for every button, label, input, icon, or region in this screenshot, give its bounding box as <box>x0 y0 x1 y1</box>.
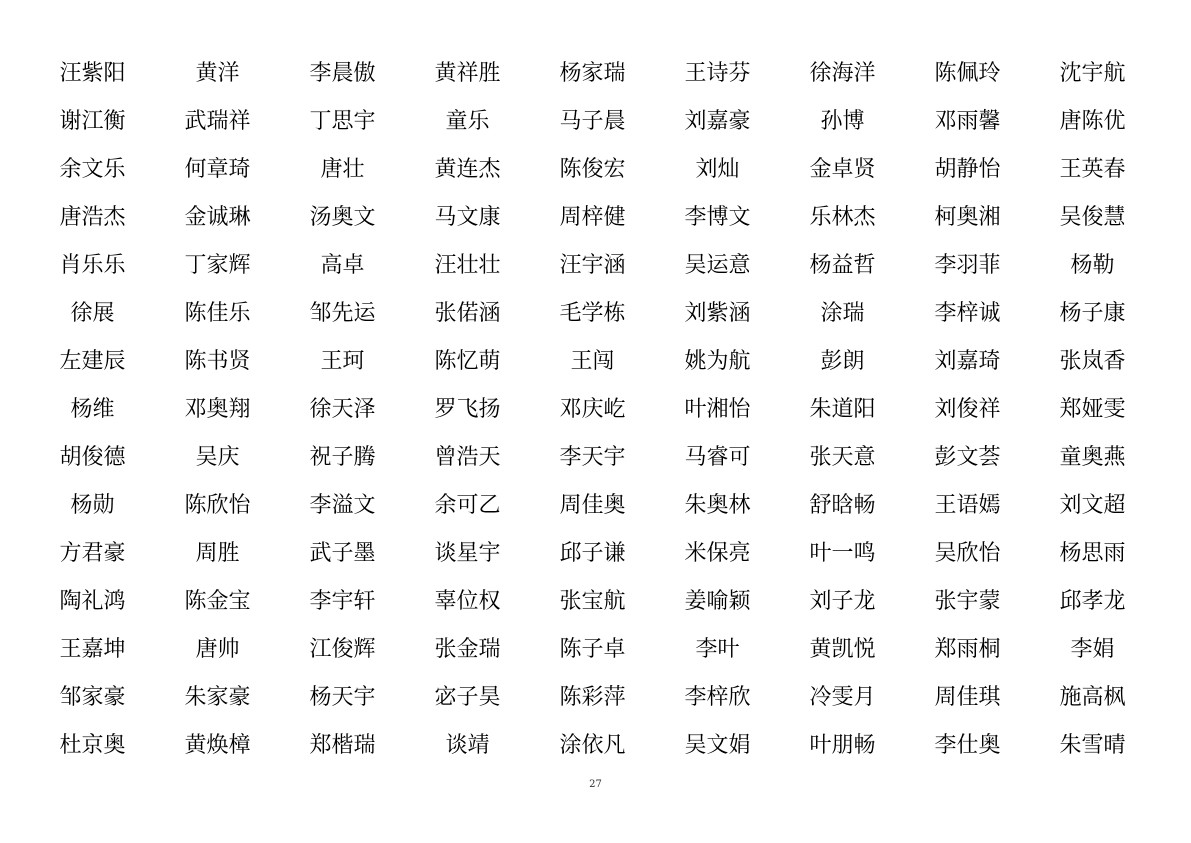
name-cell: 柯奥湘 <box>934 205 1001 230</box>
name-cell: 刘紫涵 <box>684 301 751 326</box>
name-cell: 朱家豪 <box>184 685 251 710</box>
name-cell: 汪宇涵 <box>559 253 626 278</box>
name-cell: 杨家瑞 <box>559 61 626 86</box>
name-cell: 彭文荟 <box>934 445 1001 470</box>
name-cell: 唐浩杰 <box>59 205 126 230</box>
name-cell: 邱子谦 <box>559 541 626 566</box>
name-grid <box>30 50 1155 770</box>
name-cell: 李仕奥 <box>934 733 1001 758</box>
name-cell: 涂瑞 <box>820 301 865 326</box>
name-cell: 陈金宝 <box>184 589 251 614</box>
name-cell: 张宝航 <box>559 589 626 614</box>
name-cell: 朱奥林 <box>684 493 751 518</box>
name-cell: 黄凯悦 <box>809 637 876 662</box>
name-cell: 马睿可 <box>684 445 751 470</box>
name-cell: 刘灿 <box>695 157 740 182</box>
name-cell: 朱道阳 <box>809 397 876 422</box>
name-cell: 李羽菲 <box>934 253 1001 278</box>
name-cell: 陈忆萌 <box>434 349 501 374</box>
name-cell: 沈宇航 <box>1059 61 1126 86</box>
name-cell: 谈靖 <box>445 733 490 758</box>
name-cell: 徐海洋 <box>809 61 876 86</box>
name-cell: 施高枫 <box>1059 685 1126 710</box>
name-cell: 徐天泽 <box>309 397 376 422</box>
name-cell: 辜位权 <box>434 589 501 614</box>
name-cell: 罗飞扬 <box>434 397 501 422</box>
name-cell: 金诚琳 <box>184 205 251 230</box>
name-cell: 吴俊慧 <box>1059 205 1126 230</box>
name-cell: 杨勋 <box>70 493 115 518</box>
name-cell: 王珂 <box>320 349 365 374</box>
name-cell: 郑娅雯 <box>1059 397 1126 422</box>
name-cell: 舒晗畅 <box>809 493 876 518</box>
name-cell: 汤奥文 <box>309 205 376 230</box>
name-cell: 胡俊德 <box>59 445 126 470</box>
name-cell: 谢江衡 <box>59 109 126 134</box>
name-cell: 杨勒 <box>1070 253 1115 278</box>
name-cell: 刘子龙 <box>809 589 876 614</box>
name-cell: 彭朗 <box>820 349 865 374</box>
name-cell: 乐林杰 <box>809 205 876 230</box>
name-cell: 杨思雨 <box>1059 541 1126 566</box>
name-cell: 黄洋 <box>195 61 240 86</box>
name-cell: 马子晨 <box>559 109 626 134</box>
name-cell: 杨子康 <box>1059 301 1126 326</box>
name-cell: 陈佩玲 <box>934 61 1001 86</box>
name-cell: 宓子昊 <box>434 685 501 710</box>
name-cell: 黄祥胜 <box>434 61 501 86</box>
name-cell: 李天宇 <box>559 445 626 470</box>
name-cell: 陈书贤 <box>184 349 251 374</box>
name-cell: 陈佳乐 <box>184 301 251 326</box>
name-cell: 陈俊宏 <box>559 157 626 182</box>
name-cell: 王嘉坤 <box>59 637 126 662</box>
name-cell: 汪壮壮 <box>434 253 501 278</box>
name-cell: 李晨傲 <box>309 61 376 86</box>
name-cell: 刘嘉豪 <box>684 109 751 134</box>
name-cell: 米保亮 <box>684 541 751 566</box>
name-cell: 邱孝龙 <box>1059 589 1126 614</box>
name-cell: 张岚香 <box>1059 349 1126 374</box>
name-cell: 汪紫阳 <box>59 61 126 86</box>
name-cell: 陶礼鸿 <box>59 589 126 614</box>
name-cell: 杨天宇 <box>309 685 376 710</box>
name-cell: 叶朋畅 <box>809 733 876 758</box>
name-cell: 郑楷瑞 <box>309 733 376 758</box>
name-cell: 童奥燕 <box>1059 445 1126 470</box>
name-cell: 王英春 <box>1059 157 1126 182</box>
name-cell: 唐帅 <box>195 637 240 662</box>
name-cell: 杨益哲 <box>809 253 876 278</box>
name-cell: 马文康 <box>434 205 501 230</box>
name-cell: 肖乐乐 <box>59 253 126 278</box>
name-cell: 谈星宇 <box>434 541 501 566</box>
name-cell: 武子墨 <box>309 541 376 566</box>
name-cell: 左建辰 <box>59 349 126 374</box>
name-cell: 陈彩萍 <box>559 685 626 710</box>
name-cell: 何章琦 <box>184 157 251 182</box>
name-cell: 邓庆屹 <box>559 397 626 422</box>
name-cell: 黄连杰 <box>434 157 501 182</box>
name-cell: 周佳琪 <box>934 685 1001 710</box>
name-cell: 李梓欣 <box>684 685 751 710</box>
name-cell: 王诗芬 <box>684 61 751 86</box>
name-cell: 李叶 <box>695 637 740 662</box>
page-number: 27 <box>589 779 602 790</box>
name-cell: 刘文超 <box>1059 493 1126 518</box>
name-cell: 朱雪晴 <box>1059 733 1126 758</box>
name-cell: 叶湘怡 <box>684 397 751 422</box>
name-cell: 余可乙 <box>434 493 501 518</box>
name-cell: 李梓诚 <box>934 301 1001 326</box>
name-cell: 刘嘉琦 <box>934 349 1001 374</box>
name-cell: 杨维 <box>70 397 115 422</box>
name-cell: 周梓健 <box>559 205 626 230</box>
name-cell: 丁家辉 <box>184 253 251 278</box>
name-cell: 童乐 <box>445 109 490 134</box>
name-cell: 周佳奥 <box>559 493 626 518</box>
name-cell: 邹先运 <box>309 301 376 326</box>
name-cell: 姚为航 <box>684 349 751 374</box>
name-cell: 孙博 <box>820 109 865 134</box>
name-cell: 叶一鸣 <box>809 541 876 566</box>
name-cell: 丁思宇 <box>309 109 376 134</box>
name-cell: 王语嫣 <box>934 493 1001 518</box>
name-cell: 吴文娟 <box>684 733 751 758</box>
name-cell: 周胜 <box>195 541 240 566</box>
name-cell: 徐展 <box>70 301 115 326</box>
name-cell: 邓雨馨 <box>934 109 1001 134</box>
name-cell: 陈欣怡 <box>184 493 251 518</box>
name-cell: 李溢文 <box>309 493 376 518</box>
name-cell: 高卓 <box>320 253 365 278</box>
name-cell: 杜京奥 <box>59 733 126 758</box>
name-cell: 陈子卓 <box>559 637 626 662</box>
name-cell: 郑雨桐 <box>934 637 1001 662</box>
name-cell: 张偌涵 <box>434 301 501 326</box>
name-cell: 张天意 <box>809 445 876 470</box>
name-cell: 方君豪 <box>59 541 126 566</box>
name-cell: 曾浩天 <box>434 445 501 470</box>
name-cell: 胡静怡 <box>934 157 1001 182</box>
name-cell: 毛学栋 <box>559 301 626 326</box>
name-cell: 黄焕樟 <box>184 733 251 758</box>
name-cell: 吴庆 <box>195 445 240 470</box>
name-cell: 吴运意 <box>684 253 751 278</box>
name-cell: 武瑞祥 <box>184 109 251 134</box>
name-cell: 李博文 <box>684 205 751 230</box>
name-cell: 余文乐 <box>59 157 126 182</box>
name-cell: 吴欣怡 <box>934 541 1001 566</box>
name-cell: 江俊辉 <box>309 637 376 662</box>
name-cell: 冷雯月 <box>809 685 876 710</box>
name-cell: 邹家豪 <box>59 685 126 710</box>
name-cell: 张宇蒙 <box>934 589 1001 614</box>
name-cell: 李宇轩 <box>309 589 376 614</box>
name-cell: 张金瑞 <box>434 637 501 662</box>
name-cell: 邓奥翔 <box>184 397 251 422</box>
name-cell: 李娟 <box>1070 637 1115 662</box>
name-cell: 唐壮 <box>320 157 365 182</box>
name-cell: 刘俊祥 <box>934 397 1001 422</box>
name-cell: 王闯 <box>570 349 615 374</box>
name-cell: 涂依凡 <box>559 733 626 758</box>
name-cell: 姜喻颖 <box>684 589 751 614</box>
name-cell: 祝子腾 <box>309 445 376 470</box>
name-cell: 唐陈优 <box>1059 109 1126 134</box>
name-cell: 金卓贤 <box>809 157 876 182</box>
